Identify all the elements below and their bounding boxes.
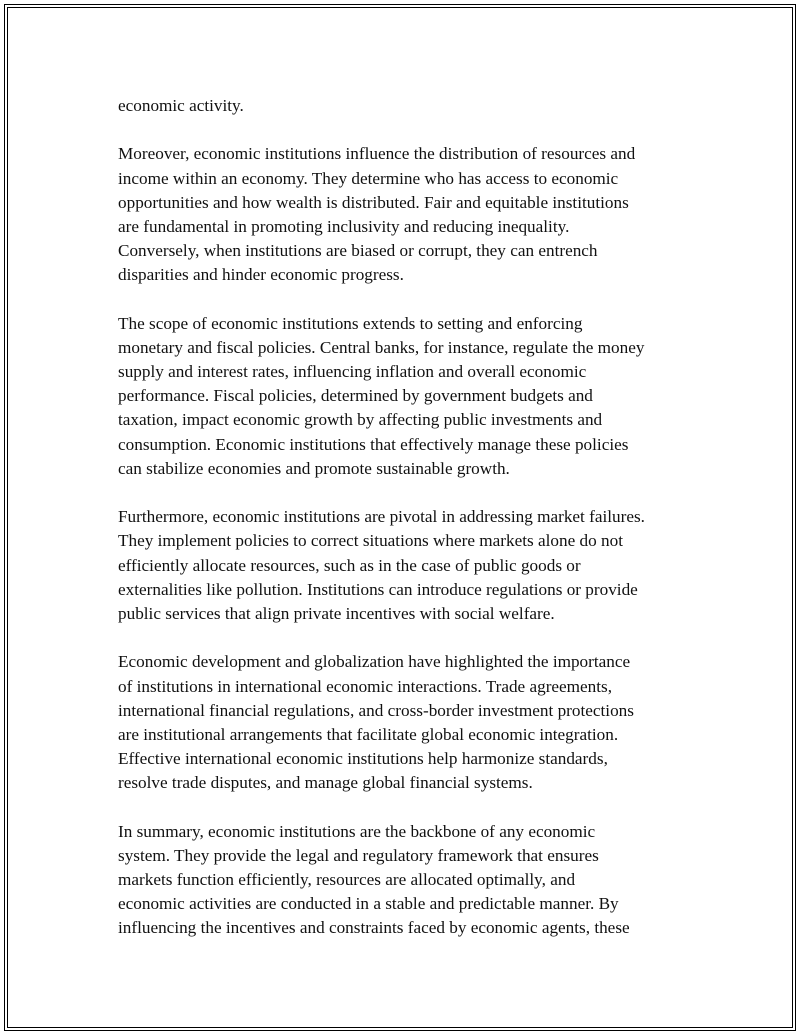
paragraph — [118, 650, 688, 795]
text-line: taxation, impact economic growth by affecting public investments and — [118, 410, 603, 430]
paragraph — [118, 312, 688, 481]
text-line: can stabilize economies and promote sustainable growth. — [118, 458, 510, 478]
text-line: are fundamental in promoting inclusivity and reducing inequality. — [118, 216, 570, 236]
text-line: international financial regulations, and cross-border investment protections — [118, 700, 634, 720]
text-line: externalities like pollution. Institutions can introduce regulations or provide — [118, 579, 638, 599]
text-line: efficiently allocate resources, such as in the case of public goods or — [118, 555, 581, 575]
text-line: economic activities are conducted in a stable and predictable manner. By — [118, 894, 619, 914]
text-line: Moreover, economic institutions influence the distribution of resources and — [118, 144, 636, 164]
text-line: are institutional arrangements that facilitate global economic integration. — [118, 724, 619, 744]
text-line: resolve trade disputes, and manage global financial systems. — [118, 773, 533, 793]
text-line: Furthermore, economic institutions are pivotal in addressing market failures. — [118, 507, 645, 527]
paragraph — [118, 142, 688, 287]
text-line: income within an economy. They determine who has access to economic — [118, 168, 619, 188]
text-line: They implement policies to correct situations where markets alone do not — [118, 531, 623, 551]
text-line: of institutions in international economic interactions. Trade agreements, — [118, 676, 613, 696]
text-line: supply and interest rates, influencing inflation and overall economic — [118, 362, 587, 382]
text-line: influencing the incentives and constraints faced by economic agents, these — [118, 918, 630, 938]
text-line: consumption. Economic institutions that effectively manage these policies — [118, 434, 629, 454]
paragraph — [118, 820, 688, 941]
text-line: performance. Fiscal policies, determined by government budgets and — [118, 386, 593, 406]
text-line: system. They provide the legal and regulatory framework that ensures — [118, 845, 599, 865]
text-line: Effective international economic institutions help harmonize standards, — [118, 749, 608, 769]
text-line: The scope of economic institutions extends to setting and enforcing — [118, 313, 583, 333]
document-body — [118, 94, 688, 965]
text-line: economic activity. — [118, 96, 244, 115]
text-line: public services that align private incentives with social welfare. — [118, 603, 555, 623]
text-line: Conversely, when institutions are biased or corrupt, they can entrench — [118, 241, 598, 261]
text-line: markets function efficiently, resources are allocated optimally, and — [118, 870, 576, 889]
text-line: monetary and fiscal policies. Central banks, for instance, regulate the money — [118, 337, 645, 357]
text-line: opportunities and how wealth is distributed. Fair and equitable institutions — [118, 192, 629, 212]
text-line: disparities and hinder economic progress. — [118, 265, 404, 285]
text-line: In summary, economic institutions are the backbone of any economic — [118, 821, 596, 841]
paragraph — [118, 505, 688, 626]
text-line: Economic development and globalization have highlighted the importance — [118, 652, 631, 672]
paragraph — [118, 94, 688, 118]
